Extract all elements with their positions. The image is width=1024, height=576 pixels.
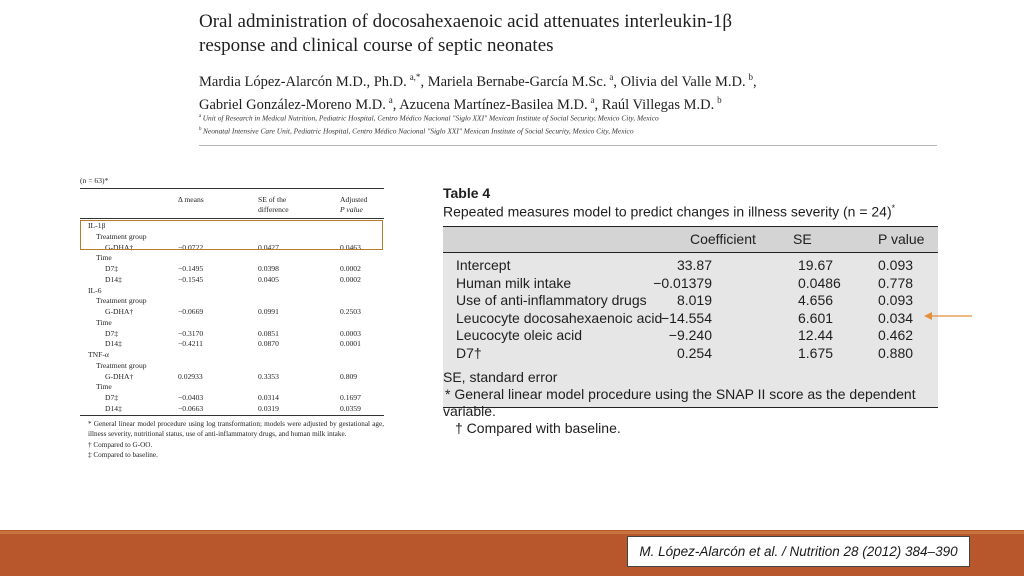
header-delta-means: Δ means xyxy=(178,195,204,204)
table-row xyxy=(80,382,384,393)
author-name: Olivia del Valle M.D. xyxy=(620,73,746,90)
header-divider xyxy=(199,145,937,146)
row-label: D7† xyxy=(456,345,482,361)
header-p-value: P value xyxy=(878,231,925,247)
row-label: D7‡ xyxy=(105,393,119,402)
author-mark: a xyxy=(388,94,393,105)
row-label: Treatment group xyxy=(96,231,147,241)
row-label: Time xyxy=(96,253,112,263)
p-value-cell: 0.462 xyxy=(878,327,914,344)
se-cell: 0.0398 xyxy=(258,264,279,273)
delta-mean-cell: −0.1495 xyxy=(178,264,204,273)
row-label: IL-6 xyxy=(88,285,102,295)
table-row xyxy=(443,274,938,292)
footnote: SE, standard error xyxy=(443,369,558,385)
row-label: Time xyxy=(96,317,112,327)
table-header-rule xyxy=(80,218,384,219)
se-cell: 12.44 xyxy=(798,327,834,344)
title-line-1: Oral administration of docosahexaenoic acid attenuates interleukin-1β xyxy=(199,11,733,32)
table-row xyxy=(80,253,384,264)
coefficient-cell: −0.01379 xyxy=(653,274,712,291)
p-value-cell: 0.880 xyxy=(878,345,914,361)
footer-accent-line xyxy=(0,531,1024,534)
author-mark: a xyxy=(609,72,614,82)
table-footnotes xyxy=(443,369,943,437)
author-name: Mariela Bernabe-García M.Sc. xyxy=(427,73,607,90)
affiliation: $^b$ Neonatal Intensive Care Unit, Pediatric Hospital, Centro Médico Nacional "Siglo XXI" Mexican Institute of Social Security, Mexico City, Mexico xyxy=(199,126,634,136)
title-line-2: response and clinical course of septic neonates xyxy=(199,35,554,56)
delta-mean-cell: −0.3170 xyxy=(178,328,204,338)
author-mark: a xyxy=(590,94,595,105)
coefficient-cell: 8.019 xyxy=(676,292,712,309)
p-value-cell: 0.0002 xyxy=(340,264,361,273)
se-cell: 4.656 xyxy=(798,292,834,309)
table-row xyxy=(80,296,384,307)
table-row xyxy=(80,318,384,329)
p-value-cell: 0.2503 xyxy=(340,307,361,316)
p-value-cell: 0.034 xyxy=(878,309,914,326)
coefficient-cell: −14.554 xyxy=(661,309,712,326)
table-label: Table 4 xyxy=(443,185,491,201)
se-cell: 6.601 xyxy=(798,309,834,326)
citation-text: M. López-Alarcón et al. / Nutrition 28 (2012) 384–390 xyxy=(639,544,958,559)
paper-title xyxy=(199,10,859,58)
left-arrow-icon xyxy=(924,309,974,323)
row-label: D14‡ xyxy=(105,403,122,413)
delta-mean-cell: 0.02933 xyxy=(178,371,203,381)
p-value-cell: 0.0002 xyxy=(340,274,361,284)
table-row xyxy=(80,393,384,404)
row-label: Treatment group xyxy=(96,296,147,306)
header-se: SE xyxy=(793,231,812,247)
highlight-box xyxy=(80,220,383,250)
author-mark: a,* xyxy=(409,72,421,82)
se-cell: 0.3353 xyxy=(258,371,279,381)
delta-mean-cell: −0.0663 xyxy=(178,403,204,413)
table-row xyxy=(80,339,384,350)
table-row xyxy=(80,361,384,372)
header-coefficient: Coefficient xyxy=(690,231,756,247)
p-value-cell: 0.0463 xyxy=(340,242,361,252)
row-label: G-DHA† xyxy=(105,242,134,252)
footnote: * General linear model procedure using the SNAP II score as the dependent xyxy=(445,386,916,402)
p-value-cell: 0.1697 xyxy=(340,393,361,402)
table-footnotes xyxy=(80,419,384,461)
se-cell: 0.0405 xyxy=(258,274,279,284)
footnote: ‡ Compared to baseline. xyxy=(88,451,158,460)
table-header-row xyxy=(443,227,938,253)
footnote: variable. xyxy=(443,403,496,419)
coefficient-cell: 33.87 xyxy=(676,257,712,273)
delta-mean-cell: −0.0669 xyxy=(178,307,204,316)
se-cell: 19.67 xyxy=(798,257,834,273)
se-cell: 0.0319 xyxy=(258,403,279,413)
se-cell: 1.675 xyxy=(798,345,834,361)
p-value-cell: 0.809 xyxy=(340,371,358,381)
p-value-cell: 0.0359 xyxy=(340,403,361,413)
table-4 xyxy=(443,182,943,442)
row-label: D7‡ xyxy=(105,328,119,338)
author-name: Azucena Martínez-Basilea M.D. xyxy=(399,96,588,113)
row-label: G-DHA† xyxy=(105,307,134,316)
affiliations xyxy=(199,111,919,138)
row-label: Time xyxy=(96,382,112,392)
author-line-1: Mardia López-Alarcón M.D., Ph.D. $^{a,*}$, Mariela Bernabe-García M.Sc. $^a$, Olivia del Valle M.D. $^b$, xyxy=(199,72,757,90)
author-name: Raúl Villegas M.D. xyxy=(601,96,715,113)
table-row xyxy=(443,326,938,344)
table-top-rule xyxy=(80,188,384,189)
table-row xyxy=(80,286,384,297)
table-row xyxy=(80,404,384,415)
header-se: SE of the difference xyxy=(258,195,289,214)
se-cell: 0.0486 xyxy=(798,274,841,291)
table-caption: Repeated measures model to predict changes in illness severity (n = 24)* xyxy=(443,203,896,220)
row-label: TNF-α xyxy=(88,350,109,359)
footnote: * General linear model procedure using log transformation; models were adjusted by gestational age, illness severity, nutritional status, use of anti-inflammatory drugs, and human milk intake. xyxy=(88,420,384,439)
se-cell: 0.0851 xyxy=(258,328,279,338)
p-value-cell: 0.093 xyxy=(878,292,914,309)
row-label: Use of anti-inflammatory drugs xyxy=(456,292,647,309)
footnote: † Compared to G-OO. xyxy=(88,440,153,449)
se-cell: 0.0314 xyxy=(258,393,279,402)
table-row xyxy=(80,307,384,318)
table-bottom-rule xyxy=(80,415,384,416)
row-label: D14‡ xyxy=(105,274,122,284)
table-row xyxy=(80,350,384,361)
p-value-cell: 0.778 xyxy=(878,274,914,291)
author-mark: b xyxy=(717,94,722,105)
delta-mean-cell: −0.0722 xyxy=(178,242,204,252)
author-name: Gabriel González-Moreno M.D. xyxy=(199,96,386,113)
se-cell: 0.0427 xyxy=(258,242,279,252)
table-row xyxy=(443,309,938,327)
row-label: Leucocyte oleic acid xyxy=(456,327,583,344)
se-cell: 0.0991 xyxy=(258,307,279,316)
row-label: D14‡ xyxy=(105,339,122,349)
row-label: Human milk intake xyxy=(456,274,572,291)
p-value-cell: 0.093 xyxy=(878,257,914,273)
p-value-cell: 0.0003 xyxy=(340,328,361,338)
delta-mean-cell: −0.0403 xyxy=(178,393,204,402)
header-p-value: Adjusted P value xyxy=(340,195,368,214)
row-label: Intercept xyxy=(456,257,511,273)
author-list xyxy=(199,68,839,114)
table-row xyxy=(443,291,938,309)
author-name: Mardia López-Alarcón M.D., Ph.D. xyxy=(199,73,407,90)
row-label: IL-1β xyxy=(88,221,106,230)
coefficient-cell: −9.240 xyxy=(668,327,712,344)
author-mark: b xyxy=(748,72,753,82)
table-row xyxy=(443,256,938,274)
footnote: † Compared with baseline. xyxy=(455,420,621,436)
affiliation: $^a$ Unit of Research in Medical Nutrition, Pediatric Hospital, Centro Médico Nacional "Siglo XXI" Mexican Institute of Social Security, Mexico City, Mexico xyxy=(199,113,659,123)
table-row xyxy=(443,344,938,362)
table-n-label: (n = 63)* xyxy=(80,176,109,185)
se-cell: 0.0870 xyxy=(258,339,279,349)
table-row xyxy=(80,264,384,275)
row-label: Leucocyte docosahexaenoic acid xyxy=(456,309,663,326)
table-row xyxy=(80,372,384,383)
p-value-cell: 0.0001 xyxy=(340,339,361,349)
row-label: G-DHA† xyxy=(105,371,134,381)
table-row xyxy=(80,275,384,286)
cytokine-table xyxy=(80,172,388,482)
delta-mean-cell: −0.1545 xyxy=(178,274,204,284)
row-label: D7‡ xyxy=(105,264,119,273)
row-label: Treatment group xyxy=(96,360,147,370)
delta-mean-cell: −0.4211 xyxy=(178,339,203,349)
citation-box xyxy=(627,536,970,567)
table-row xyxy=(80,329,384,340)
author-line-2: Gabriel González-Moreno M.D. $^a$, Azucena Martínez-Basilea M.D. $^a$, Raúl Villegas M.D. $^b$ xyxy=(199,94,722,113)
coefficient-cell: 0.254 xyxy=(676,345,712,361)
